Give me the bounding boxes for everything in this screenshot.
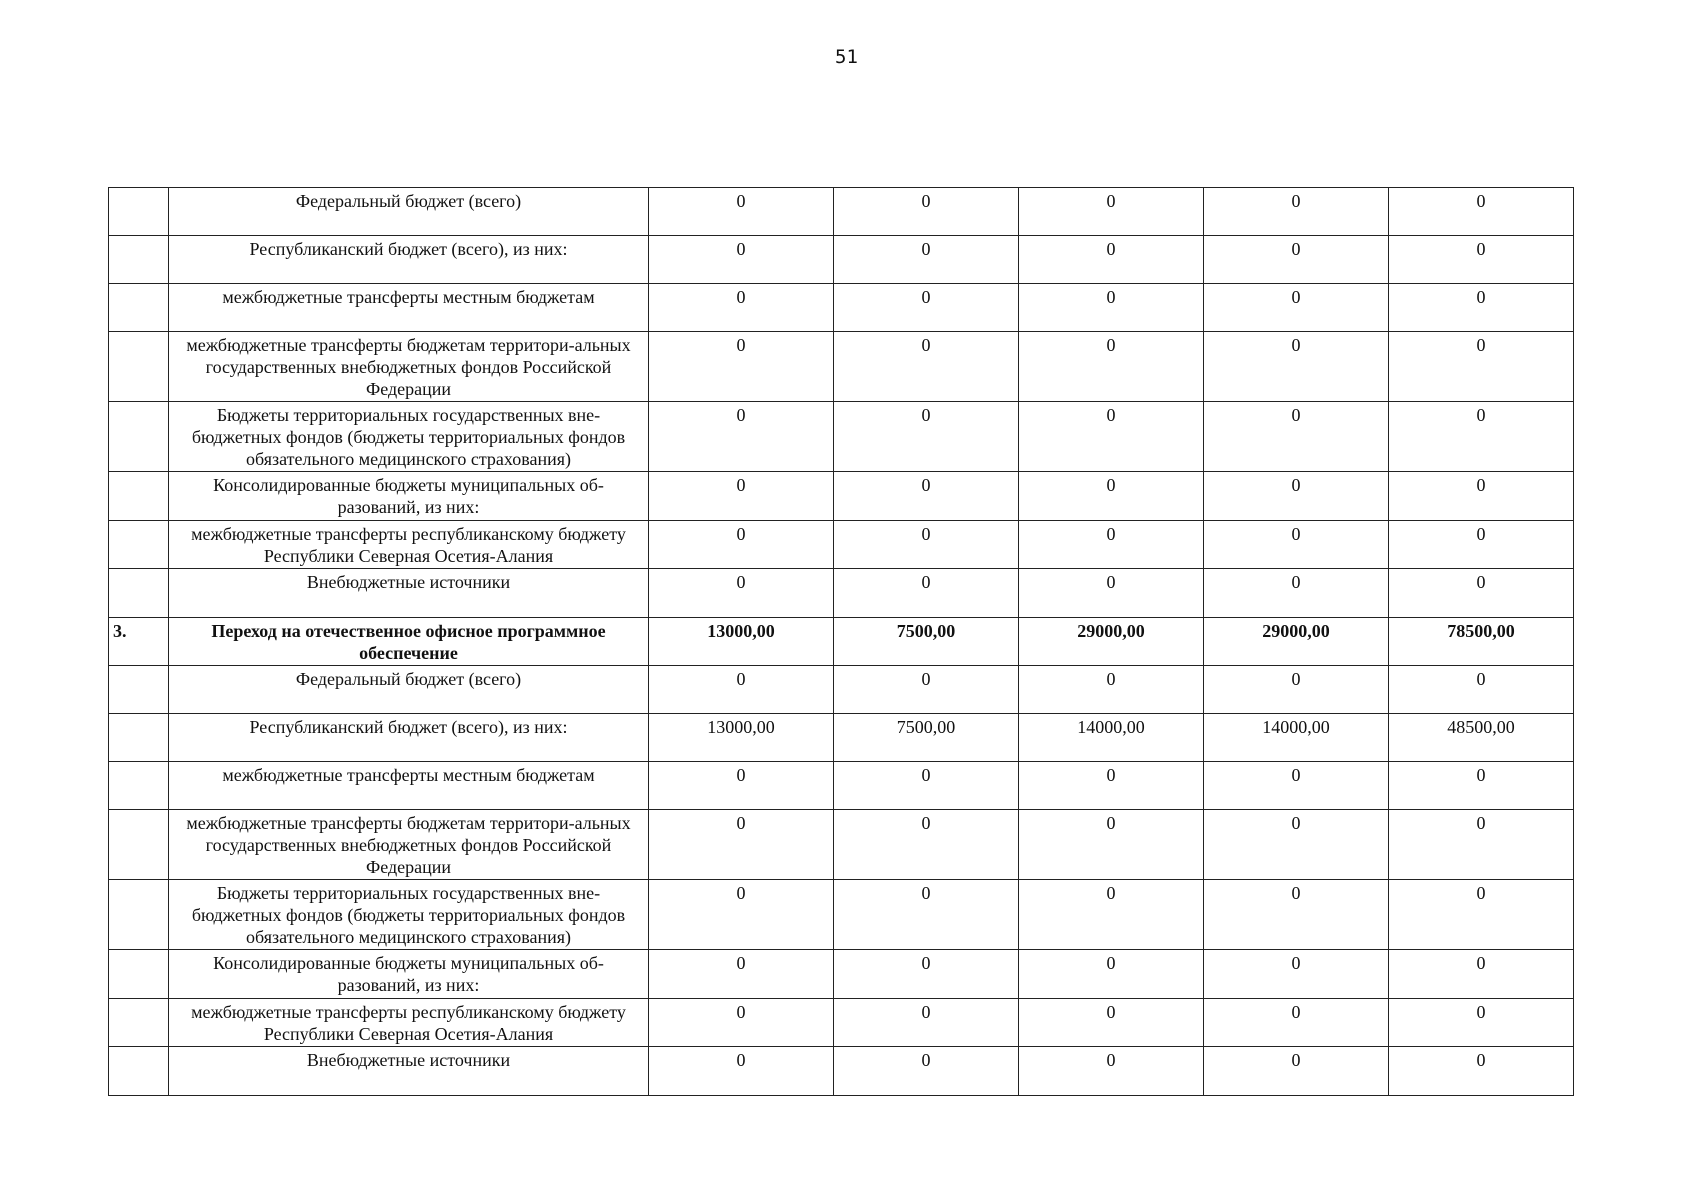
table-row [109,188,1574,236]
value-cell-3: 0 [1019,521,1204,569]
value-cell-3: 0 [1019,666,1204,714]
value-cell-2: 0 [834,762,1019,810]
value-cell-1: 0 [649,236,834,284]
value-cell-1: 0 [649,569,834,618]
value-cell-3: 14000,00 [1019,714,1204,762]
value-cell-5: 0 [1389,188,1574,236]
value-cell-1: 0 [649,284,834,332]
value-cell-2: 0 [834,402,1019,472]
value-cell-1: 0 [649,999,834,1047]
row-number-cell [109,569,169,618]
value-cell-2: 0 [834,284,1019,332]
value-cell-4: 0 [1204,762,1389,810]
row-name-cell: межбюджетные трансферты республиканскому бюджету Республики Северная Осетия-Алания [169,521,649,569]
row-name-cell: Бюджеты территориальных государственных вне-бюджетных фондов (бюджеты территориальных фондов обязательного медицинского страхования) [169,880,649,950]
row-number-cell [109,472,169,521]
value-cell-1: 0 [649,762,834,810]
value-cell-3: 0 [1019,402,1204,472]
table-row [109,332,1574,402]
value-cell-5: 0 [1389,569,1574,618]
value-cell-2: 0 [834,666,1019,714]
table-row [109,714,1574,762]
value-cell-2: 0 [834,569,1019,618]
value-cell-3: 0 [1019,284,1204,332]
value-cell-5: 0 [1389,950,1574,999]
value-cell-3: 0 [1019,810,1204,880]
value-cell-5: 0 [1389,284,1574,332]
row-number-cell [109,810,169,880]
table-row [109,950,1574,999]
value-cell-3: 29000,00 [1019,618,1204,666]
table-row [109,810,1574,880]
row-number-cell [109,521,169,569]
row-name-cell: межбюджетные трансферты местным бюджетам [169,284,649,332]
value-cell-2: 0 [834,999,1019,1047]
value-cell-5: 0 [1389,521,1574,569]
page-number: 51 [835,46,858,68]
value-cell-2: 0 [834,188,1019,236]
row-name-cell: Переход на отечественное офисное программное обеспечение [169,618,649,666]
value-cell-4: 0 [1204,332,1389,402]
table-row [109,521,1574,569]
row-name-cell: Консолидированные бюджеты муниципальных об-разований, из них: [169,950,649,999]
row-name-cell: Федеральный бюджет (всего) [169,666,649,714]
value-cell-2: 0 [834,521,1019,569]
budget-table [108,187,1574,1096]
value-cell-4: 0 [1204,999,1389,1047]
value-cell-1: 0 [649,810,834,880]
value-cell-3: 0 [1019,236,1204,284]
row-name-cell: Федеральный бюджет (всего) [169,188,649,236]
row-name-cell: Консолидированные бюджеты муниципальных об-разований, из них: [169,472,649,521]
value-cell-2: 0 [834,332,1019,402]
value-cell-3: 0 [1019,1047,1204,1096]
value-cell-2: 0 [834,810,1019,880]
table-row [109,666,1574,714]
row-number-cell [109,1047,169,1096]
table-row [109,236,1574,284]
value-cell-5: 48500,00 [1389,714,1574,762]
table-row [109,402,1574,472]
row-number-cell [109,188,169,236]
value-cell-5: 0 [1389,810,1574,880]
value-cell-3: 0 [1019,569,1204,618]
value-cell-3: 0 [1019,999,1204,1047]
row-number-cell [109,762,169,810]
value-cell-2: 0 [834,1047,1019,1096]
value-cell-2: 7500,00 [834,714,1019,762]
row-name-cell: межбюджетные трансферты республиканскому бюджету Республики Северная Осетия-Алания [169,999,649,1047]
value-cell-4: 0 [1204,236,1389,284]
table-row [109,880,1574,950]
row-number-cell [109,402,169,472]
row-name-cell: Республиканский бюджет (всего), из них: [169,236,649,284]
row-number-cell [109,880,169,950]
value-cell-5: 0 [1389,762,1574,810]
value-cell-3: 0 [1019,188,1204,236]
row-number-cell [109,284,169,332]
value-cell-4: 29000,00 [1204,618,1389,666]
value-cell-2: 0 [834,472,1019,521]
row-name-cell: Бюджеты территориальных государственных вне-бюджетных фондов (бюджеты территориальных фондов обязательного медицинского страхования) [169,402,649,472]
row-name-cell: Республиканский бюджет (всего), из них: [169,714,649,762]
value-cell-3: 0 [1019,332,1204,402]
value-cell-4: 0 [1204,950,1389,999]
value-cell-4: 0 [1204,284,1389,332]
value-cell-4: 0 [1204,666,1389,714]
row-number-cell [109,666,169,714]
value-cell-1: 0 [649,666,834,714]
table-row [109,618,1574,666]
value-cell-5: 0 [1389,402,1574,472]
value-cell-1: 0 [649,332,834,402]
value-cell-1: 0 [649,880,834,950]
value-cell-1: 13000,00 [649,714,834,762]
value-cell-4: 14000,00 [1204,714,1389,762]
value-cell-3: 0 [1019,880,1204,950]
value-cell-4: 0 [1204,188,1389,236]
value-cell-1: 0 [649,402,834,472]
value-cell-3: 0 [1019,762,1204,810]
table-row [109,284,1574,332]
row-name-cell: межбюджетные трансферты бюджетам территори-альных государственных внебюджетных фондов Российской Федерации [169,810,649,880]
table-row [109,762,1574,810]
row-number-cell [109,332,169,402]
row-name-cell: Внебюджетные источники [169,1047,649,1096]
row-number-cell [109,950,169,999]
table-row [109,569,1574,618]
value-cell-1: 0 [649,472,834,521]
value-cell-5: 0 [1389,666,1574,714]
value-cell-2: 0 [834,950,1019,999]
value-cell-2: 7500,00 [834,618,1019,666]
row-name-cell: межбюджетные трансферты местным бюджетам [169,762,649,810]
value-cell-5: 0 [1389,472,1574,521]
value-cell-1: 0 [649,1047,834,1096]
value-cell-5: 0 [1389,332,1574,402]
row-name-cell: Внебюджетные источники [169,569,649,618]
row-number-cell [109,714,169,762]
value-cell-5: 0 [1389,999,1574,1047]
value-cell-1: 0 [649,950,834,999]
row-number-cell [109,236,169,284]
table-row [109,1047,1574,1096]
value-cell-5: 0 [1389,236,1574,284]
value-cell-4: 0 [1204,1047,1389,1096]
value-cell-2: 0 [834,880,1019,950]
value-cell-3: 0 [1019,950,1204,999]
row-number-cell [109,999,169,1047]
row-name-cell: межбюджетные трансферты бюджетам территори-альных государственных внебюджетных фондов Российской Федерации [169,332,649,402]
table-row [109,472,1574,521]
value-cell-5: 78500,00 [1389,618,1574,666]
table-row [109,999,1574,1047]
value-cell-4: 0 [1204,569,1389,618]
value-cell-2: 0 [834,236,1019,284]
value-cell-1: 0 [649,188,834,236]
value-cell-4: 0 [1204,810,1389,880]
value-cell-3: 0 [1019,472,1204,521]
budget-table-body [109,188,1574,1096]
value-cell-5: 0 [1389,880,1574,950]
value-cell-1: 0 [649,521,834,569]
row-number-cell: 3. [109,618,169,666]
value-cell-4: 0 [1204,472,1389,521]
value-cell-4: 0 [1204,402,1389,472]
value-cell-1: 13000,00 [649,618,834,666]
value-cell-4: 0 [1204,880,1389,950]
value-cell-5: 0 [1389,1047,1574,1096]
value-cell-4: 0 [1204,521,1389,569]
